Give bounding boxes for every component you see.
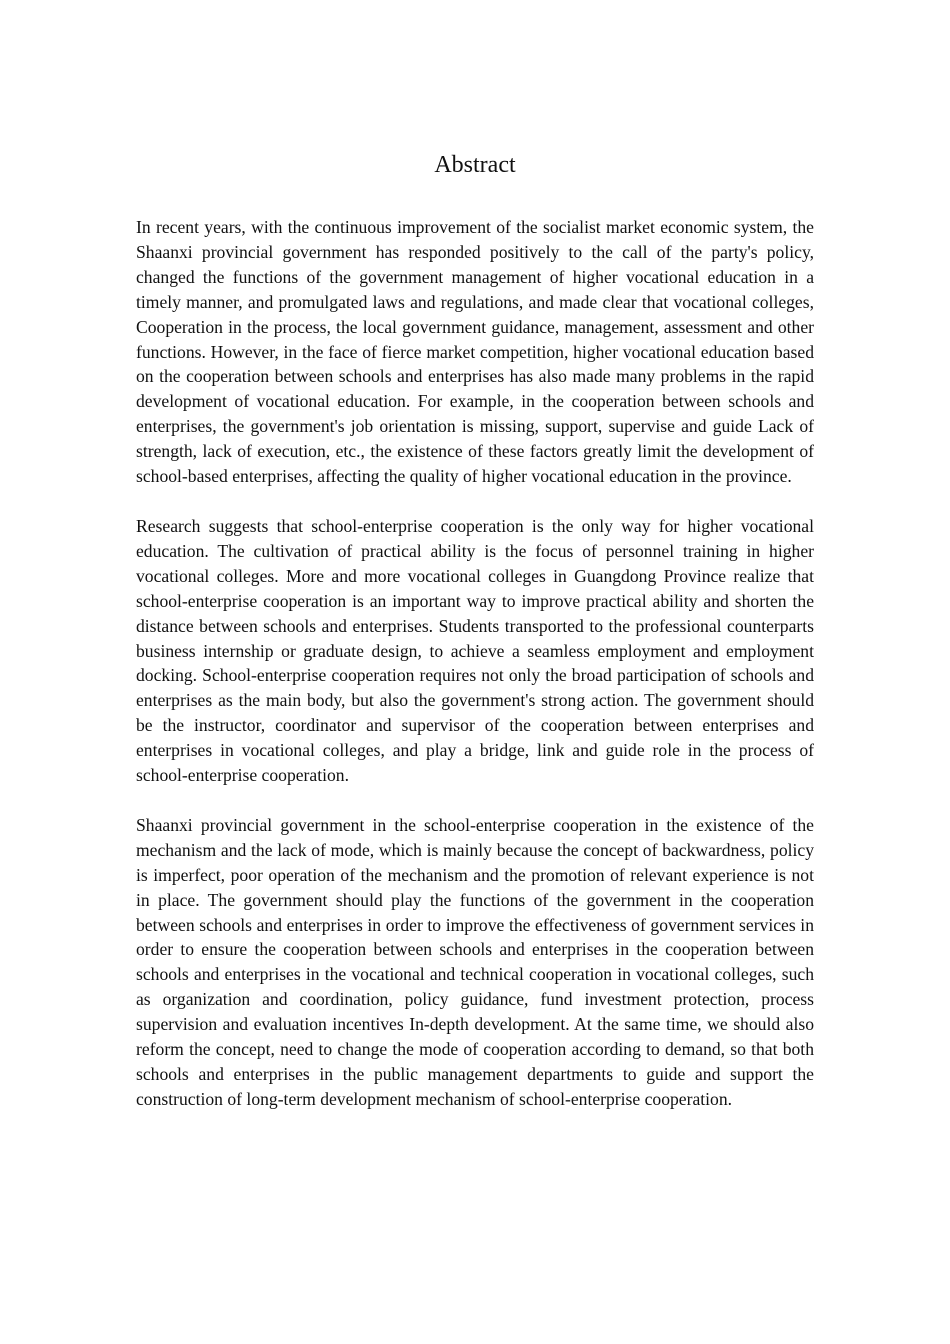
abstract-paragraph-1: In recent years, with the continuous improvement of the socialist market economic system, the Shaanxi provincial government has responded positively to the call of the party's policy, changed the functions of the government management of higher vocational education in a timely manner, and promulgated laws and regulations, and made clear that vocational colleges, Cooperation in the process, the local government guidance, management, assessment and other functions. However, in the face of fierce market competition, higher vocational education based on the cooperation between schools and enterprises has also made many problems in the rapid development of vocational education. For example, in the cooperation between schools and enterprises, the government's job orientation is missing, support, supervise and guide Lack of strength, lack of execution, etc., the existence of these factors greatly limit the development of school-based enterprises, affecting the quality of higher vocational education in the province. bbox=[136, 217, 814, 487]
abstract-paragraph-2: Research suggests that school-enterprise cooperation is the only way for higher vocational education. The cultivation of practical ability is the focus of personnel training in higher vocational colleges. More and more vocational colleges in Guangdong Province realize that school-enterprise cooperation is an important way to improve practical ability and shorten the distance between schools and enterprises. Students transported to the professional counterparts business internship or graduate design, to achieve a seamless employment and employment docking. School-enterprise cooperation requires not only the broad participation of schools and enterprises as the main body, but also the government's strong action. The government should be the instructor, coordinator and supervisor of the cooperation between enterprises and enterprises in vocational colleges, and play a bridge, link and guide role in the process of school-enterprise cooperation. bbox=[136, 515, 814, 786]
abstract-paragraph-3: Shaanxi provincial government in the school-enterprise cooperation in the existence of the mechanism and the lack of mode, which is mainly because the concept of backwardness, policy is imperfect, poor operation of the mechanism and the promotion of relevant experience is not in place. The government should play the functions of the government in the cooperation between schools and enterprises in order to improve the effectiveness of government services in order to ensure the cooperation between schools and enterprises in the cooperation between schools and enterprises in the vocational and technical cooperation in vocational colleges, such as organization and coordination, policy guidance, fund investment protection, process supervision and evaluation incentives In-depth development. At the same time, we should also reform the concept, need to change the mode of cooperation according to demand, so that both schools and enterprises in the public management departments to guide and support the construction of long-term development mechanism of school-enterprise cooperation. bbox=[136, 814, 814, 1109]
abstract-body bbox=[136, 215, 814, 1137]
page-title: Abstract bbox=[434, 152, 516, 178]
